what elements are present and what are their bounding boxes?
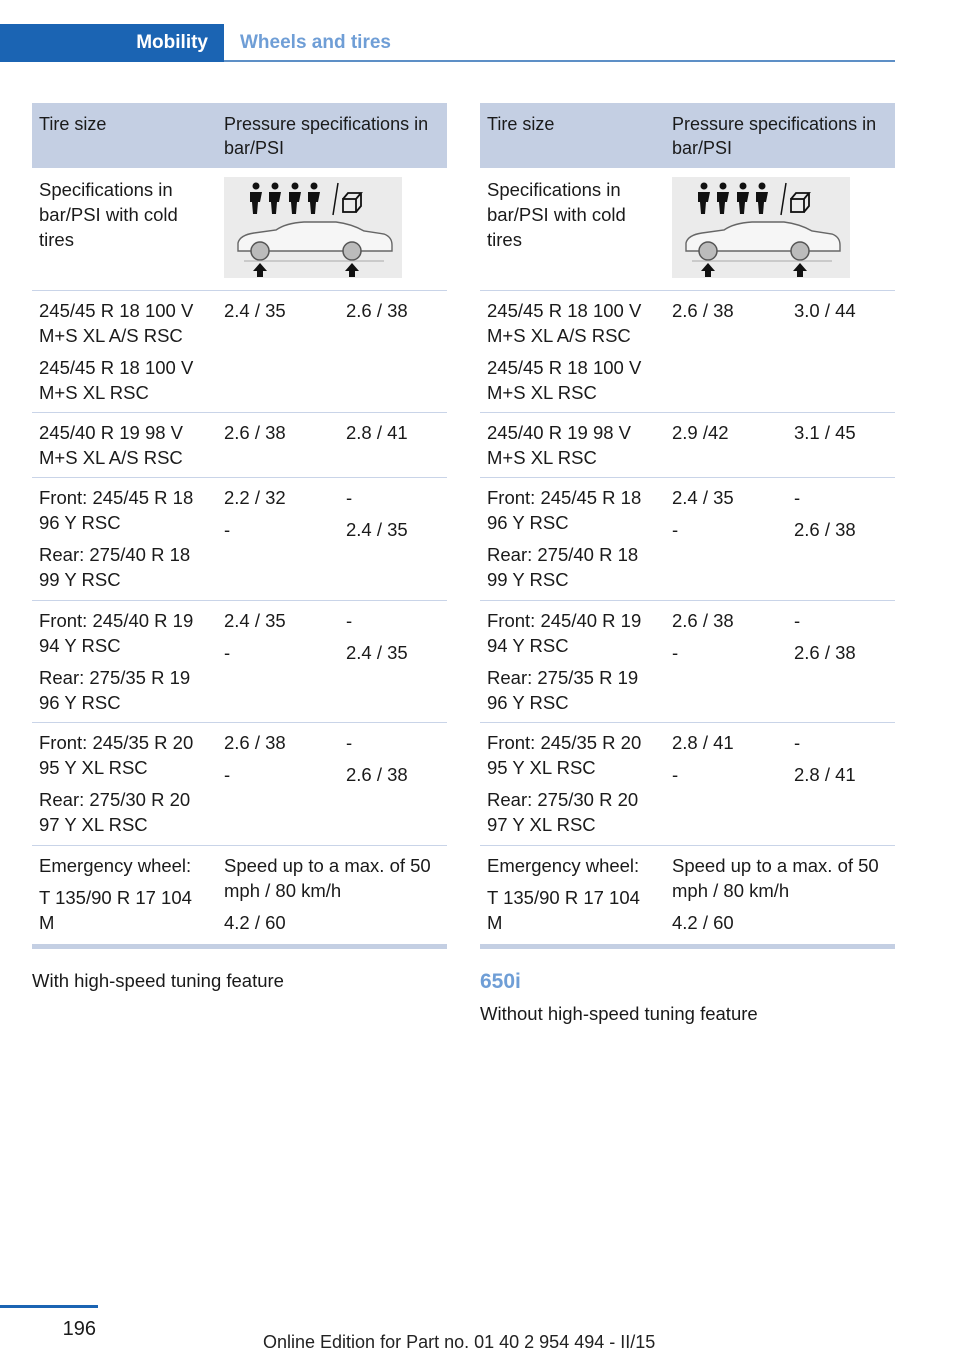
load-condition-icon xyxy=(224,177,402,278)
luggage-icon xyxy=(343,193,361,212)
pressure-full: 3.1 / 45 xyxy=(794,422,856,443)
pressure-normal: 2.2 / 32 xyxy=(224,487,286,508)
table-row xyxy=(480,601,895,723)
tire-size: Front: 245/35 R 20 95 Y XL RSC xyxy=(39,732,194,778)
tire-size: 245/45 R 18 100 V M+S XL A/S RSC xyxy=(39,300,194,346)
tire-size: Front: 245/45 R 18 96 Y RSC xyxy=(487,487,642,533)
front-tire-arrow-icon xyxy=(701,263,715,277)
pressure-normal: 2.4 / 35 xyxy=(224,610,286,631)
table-end-rule xyxy=(32,944,447,949)
car-side-icon xyxy=(238,222,392,261)
pressure-normal: - xyxy=(672,764,679,785)
pressure-full: 3.0 / 44 xyxy=(794,300,856,321)
table-row xyxy=(480,413,895,478)
page-number: 196 xyxy=(0,1305,98,1355)
pressure-full: 2.4 / 35 xyxy=(346,642,408,663)
tire-size: 245/40 R 19 98 V M+S XL RSC xyxy=(487,422,631,468)
icon-row xyxy=(32,168,447,291)
tire-size: 245/40 R 19 98 V M+S XL A/S RSC xyxy=(39,422,183,468)
model-heading: 650i xyxy=(480,970,521,993)
car-side-icon xyxy=(686,222,840,261)
pressure-full: 2.6 / 38 xyxy=(346,764,408,785)
tire-size: Rear: 275/35 R 19 96 Y RSC xyxy=(487,667,639,713)
pressure-normal: - xyxy=(672,642,679,663)
table-row-emergency xyxy=(480,846,895,944)
pressure-full: - xyxy=(346,487,353,508)
emergency-size: T 135/90 R 17 104 M xyxy=(487,887,640,933)
pressure-full: 2.6 / 38 xyxy=(346,300,408,321)
pressure-full: - xyxy=(346,732,353,753)
pressure-normal: - xyxy=(224,519,231,540)
front-tire-arrow-icon xyxy=(253,263,267,277)
page-header xyxy=(0,24,895,62)
icon-row-label: Specifications in bar/PSI with cold tires xyxy=(39,179,178,250)
emergency-label: Emergency wheel: xyxy=(487,855,640,876)
pressure-normal: 2.4 / 35 xyxy=(224,300,286,321)
pressure-full: - xyxy=(794,487,801,508)
table-header xyxy=(32,103,447,168)
emergency-pressure: 4.2 / 60 xyxy=(672,912,734,933)
tire-size: Front: 245/40 R 19 94 Y RSC xyxy=(487,610,642,656)
pressure-normal: - xyxy=(224,642,231,663)
emergency-size: T 135/90 R 17 104 M xyxy=(39,887,192,933)
pressure-normal: 2.9 /42 xyxy=(672,422,729,443)
pressure-full: - xyxy=(794,732,801,753)
pressure-normal: - xyxy=(672,519,679,540)
table-header xyxy=(480,103,895,168)
table-row-emergency xyxy=(32,846,447,944)
passenger-load-icon xyxy=(698,183,768,215)
rear-tire-arrow-icon xyxy=(345,263,359,277)
tire-size: Rear: 275/30 R 20 97 Y XL RSC xyxy=(39,789,191,835)
table-end-rule xyxy=(480,944,895,949)
icon-row xyxy=(480,168,895,291)
tire-size: Rear: 275/35 R 19 96 Y RSC xyxy=(39,667,191,713)
tire-size: 245/45 R 18 100 V M+S XL RSC xyxy=(487,357,642,403)
table-row xyxy=(32,723,447,846)
tire-size: Front: 245/45 R 18 96 Y RSC xyxy=(39,487,194,533)
tire-size: Rear: 275/40 R 18 99 Y RSC xyxy=(39,544,191,590)
tire-size: Front: 245/35 R 20 95 Y XL RSC xyxy=(487,732,642,778)
header-tire-size: Tire size xyxy=(39,114,107,134)
pressure-normal: 2.8 / 41 xyxy=(672,732,734,753)
tire-size: Front: 245/40 R 19 94 Y RSC xyxy=(39,610,194,656)
tab-mobility[interactable]: Mobility xyxy=(0,24,224,62)
pressure-full: 2.4 / 35 xyxy=(346,519,408,540)
caption-without-high-speed: Without high-speed tuning feature xyxy=(480,1003,758,1024)
tire-size: 245/45 R 18 100 V M+S XL A/S RSC xyxy=(487,300,642,346)
load-condition-icon xyxy=(672,177,850,278)
tire-size: 245/45 R 18 100 V M+S XL RSC xyxy=(39,357,194,403)
header-tire-size: Tire size xyxy=(487,114,555,134)
pressure-table-left xyxy=(32,103,447,949)
rear-tire-arrow-icon xyxy=(793,263,807,277)
caption-high-speed: With high-speed tuning feature xyxy=(32,970,284,991)
pressure-normal: 2.6 / 38 xyxy=(224,732,286,753)
pressure-full: 2.6 / 38 xyxy=(794,642,856,663)
pressure-full: 2.6 / 38 xyxy=(794,519,856,540)
luggage-icon xyxy=(791,193,809,212)
pressure-normal: 2.6 / 38 xyxy=(672,300,734,321)
table-row xyxy=(32,478,447,601)
emergency-pressure: 4.2 / 60 xyxy=(224,912,286,933)
pressure-normal: 2.6 / 38 xyxy=(224,422,286,443)
icon-row-label: Specifications in bar/PSI with cold tires xyxy=(487,179,626,250)
tire-size: Rear: 275/40 R 18 99 Y RSC xyxy=(487,544,639,590)
table-row xyxy=(480,291,895,413)
table-row xyxy=(32,601,447,723)
edition-footer: Online Edition for Part no. 01 40 2 954 494 - II/15 xyxy=(263,1332,656,1352)
pressure-full: - xyxy=(794,610,801,631)
header-pressure: Pressure specifications in bar/PSI xyxy=(224,114,429,158)
tab-wheels-and-tires[interactable]: Wheels and tires xyxy=(240,32,391,53)
pressure-full: 2.8 / 41 xyxy=(346,422,408,443)
table-row xyxy=(32,291,447,413)
table-row xyxy=(480,723,895,846)
emergency-speed: Speed up to a max. of 50 mph / 80 km/h xyxy=(672,855,879,901)
pressure-normal: - xyxy=(224,764,231,785)
table-row xyxy=(480,478,895,601)
pressure-normal: 2.6 / 38 xyxy=(672,610,734,631)
emergency-label: Emergency wheel: xyxy=(39,855,192,876)
header-pressure: Pressure specifications in bar/PSI xyxy=(672,114,877,158)
pressure-full: - xyxy=(346,610,353,631)
pressure-full: 2.8 / 41 xyxy=(794,764,856,785)
passenger-load-icon xyxy=(250,183,320,215)
emergency-speed: Speed up to a max. of 50 mph / 80 km/h xyxy=(224,855,431,901)
header-rule xyxy=(224,60,895,62)
table-row xyxy=(32,413,447,478)
pressure-table-right xyxy=(480,103,895,949)
pressure-normal: 2.4 / 35 xyxy=(672,487,734,508)
tire-size: Rear: 275/30 R 20 97 Y XL RSC xyxy=(487,789,639,835)
